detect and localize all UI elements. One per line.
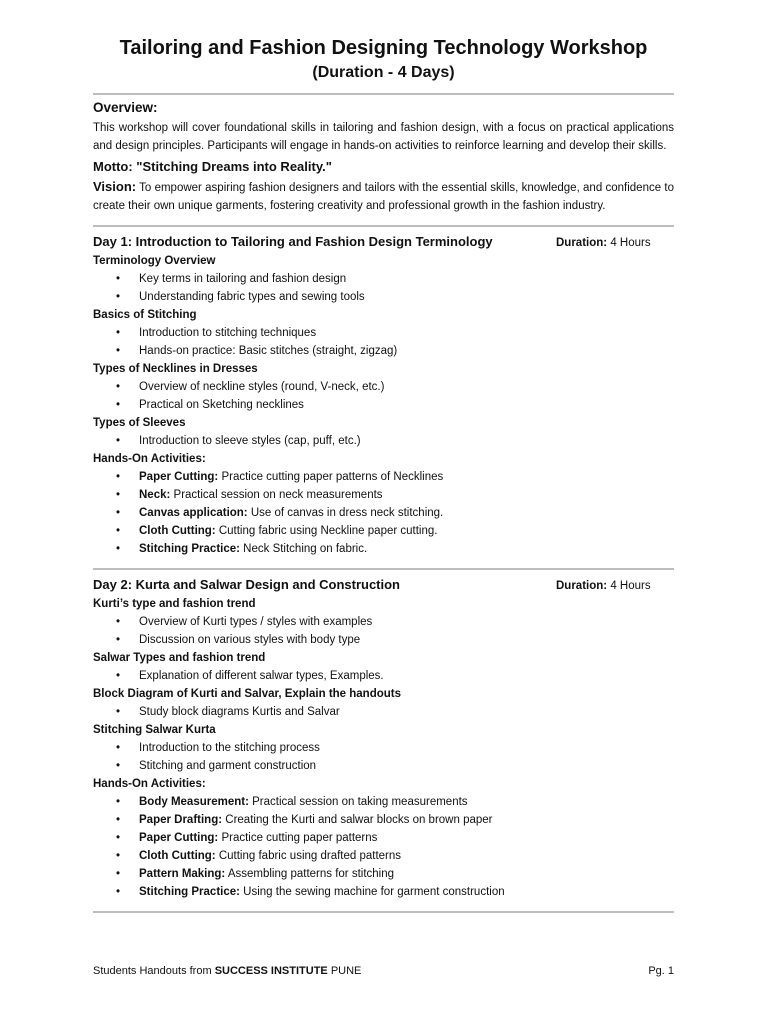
list-item xyxy=(116,522,674,540)
day-heading-row xyxy=(93,233,674,252)
list-item xyxy=(116,883,674,901)
item-label: Paper Cutting: xyxy=(139,832,219,844)
duration-value: 4 Hours xyxy=(610,237,651,249)
bullet-list xyxy=(93,324,674,360)
bullet-list xyxy=(93,378,674,414)
bullet-icon: • xyxy=(116,706,121,718)
bullet-icon: • xyxy=(116,543,121,555)
item-label: Canvas application: xyxy=(139,507,248,519)
list-item xyxy=(116,865,674,883)
item-text: Neck Stitching on fabric. xyxy=(243,543,368,555)
bullet-list xyxy=(93,468,674,558)
divider xyxy=(93,225,674,227)
days-container xyxy=(93,225,674,913)
day-heading-row xyxy=(93,576,674,595)
bullet-list xyxy=(93,667,674,685)
item-label: Neck: xyxy=(139,489,171,501)
vision-text: To empower aspiring fashion designers and tailors with the essential skills, knowledge, and confidence to create their own unique garments, fostering creativity and professional growth in the fashion industry. xyxy=(93,182,674,212)
item-text: Practice cutting paper patterns of Necklines xyxy=(221,471,444,483)
list-item xyxy=(116,288,674,306)
footer-suffix: PUNE xyxy=(330,965,362,977)
item-text: Use of canvas in dress neck stitching. xyxy=(250,507,444,519)
bullet-list xyxy=(93,739,674,775)
document-subtitle: (Duration - 4 Days) xyxy=(312,64,455,81)
list-item xyxy=(116,703,674,721)
list-item xyxy=(116,793,674,811)
bullet-icon: • xyxy=(116,327,121,339)
overview-heading: Overview: xyxy=(93,100,158,115)
day-1-block xyxy=(93,225,674,558)
day-2-block xyxy=(93,568,674,901)
bullet-icon: • xyxy=(116,832,121,844)
day-duration xyxy=(556,577,674,595)
document-title: Tailoring and Fashion Designing Technology Workshop xyxy=(119,37,648,59)
divider xyxy=(93,568,674,570)
item-text: Cutting fabric using drafted patterns xyxy=(218,850,402,862)
bullet-icon: • xyxy=(116,760,121,772)
list-item xyxy=(116,324,674,342)
item-text: Using the sewing machine for garment construction xyxy=(243,886,505,898)
bullet-icon: • xyxy=(116,273,121,285)
item-label: Stitching Practice: xyxy=(139,543,240,555)
item-text: Overview of Kurti types / styles with examples xyxy=(139,616,373,628)
item-label: Body Measurement: xyxy=(139,796,249,808)
item-text: Hands-on practice: Basic stitches (straight, zigzag) xyxy=(139,345,398,357)
bullet-icon: • xyxy=(116,471,121,483)
item-label: Pattern Making: xyxy=(139,868,226,880)
item-text: Practice cutting paper patterns xyxy=(221,832,378,844)
item-label: Cloth Cutting: xyxy=(139,525,216,537)
vision-label: Vision: xyxy=(93,179,137,194)
section-heading: Stitching Salwar Kurta xyxy=(93,724,216,736)
item-text: Overview of neckline styles (round, V-neck, etc.) xyxy=(139,381,385,393)
day-title: Day 1: Introduction to Tailoring and Fashion Design Terminology xyxy=(93,234,493,249)
item-text: Introduction to sleeve styles (cap, puff, etc.) xyxy=(139,435,361,447)
list-item xyxy=(116,757,674,775)
bullet-icon: • xyxy=(116,814,121,826)
bullet-icon: • xyxy=(116,489,121,501)
section-heading: Block Diagram of Kurti and Salvar, Explain the handouts xyxy=(93,688,402,700)
bullet-list xyxy=(93,793,674,901)
bullet-list xyxy=(93,432,674,450)
list-item xyxy=(116,540,674,558)
day-title: Day 2: Kurta and Salwar Design and Construction xyxy=(93,577,400,592)
bullet-icon: • xyxy=(116,291,121,303)
item-text: Practical session on neck measurements xyxy=(173,489,383,501)
item-text: Practical on Sketching necklines xyxy=(139,399,304,411)
section-heading: Basics of Stitching xyxy=(93,309,197,321)
item-text: Study block diagrams Kurtis and Salvar xyxy=(139,706,340,718)
list-item xyxy=(116,504,674,522)
list-item xyxy=(116,396,674,414)
item-text: Explanation of different salwar types, Examples. xyxy=(139,670,384,682)
section-heading: Hands-On Activities: xyxy=(93,453,206,465)
bullet-icon: • xyxy=(116,616,121,628)
overview-section xyxy=(93,99,674,215)
bullet-icon: • xyxy=(116,634,121,646)
bullet-icon: • xyxy=(116,742,121,754)
list-item xyxy=(116,342,674,360)
bullet-icon: • xyxy=(116,507,121,519)
duration-value: 4 Hours xyxy=(610,580,651,592)
bullet-icon: • xyxy=(116,850,121,862)
bullet-icon: • xyxy=(116,525,121,537)
list-item xyxy=(116,829,674,847)
section-heading: Hands-On Activities: xyxy=(93,778,206,790)
divider xyxy=(93,911,674,913)
overview-text: This workshop will cover foundational skills in tailoring and fashion design, with a focus on practical applications and design principles. Participants will engage in hands-on activities to reinforce learning and develop their skills. xyxy=(93,122,674,152)
bullet-list xyxy=(93,613,674,649)
footer-prefix: Students Handouts from xyxy=(93,965,212,977)
item-text: Introduction to the stitching process xyxy=(139,742,320,754)
item-text: Cutting fabric using Neckline paper cutting. xyxy=(218,525,438,537)
vision xyxy=(93,178,674,215)
bullet-list xyxy=(93,270,674,306)
item-text: Assembling patterns for stitching xyxy=(227,868,395,880)
item-label: Cloth Cutting: xyxy=(139,850,216,862)
bullet-icon: • xyxy=(116,345,121,357)
bullet-icon: • xyxy=(116,435,121,447)
list-item xyxy=(116,468,674,486)
day-duration xyxy=(556,234,674,252)
list-item xyxy=(116,667,674,685)
list-item xyxy=(116,739,674,757)
motto: Motto: "Stitching Dreams into Reality." xyxy=(93,159,332,174)
item-label: Paper Drafting: xyxy=(139,814,223,826)
item-text: Key terms in tailoring and fashion design xyxy=(139,273,347,285)
bullet-icon: • xyxy=(116,886,121,898)
section-heading: Types of Necklines in Dresses xyxy=(93,363,258,375)
list-item xyxy=(116,270,674,288)
bullet-icon: • xyxy=(116,381,121,393)
list-item xyxy=(116,811,674,829)
list-item xyxy=(116,631,674,649)
list-item xyxy=(116,613,674,631)
bullet-icon: • xyxy=(116,670,121,682)
list-item xyxy=(116,432,674,450)
item-text: Creating the Kurti and salwar blocks on brown paper xyxy=(225,814,493,826)
divider xyxy=(93,93,674,95)
section-heading: Types of Sleeves xyxy=(93,417,186,429)
section-heading: Salwar Types and fashion trend xyxy=(93,652,266,664)
item-text: Understanding fabric types and sewing tools xyxy=(139,291,365,303)
footer-source xyxy=(93,965,361,977)
page-footer xyxy=(93,965,674,977)
list-item xyxy=(116,847,674,865)
item-text: Introduction to stitching techniques xyxy=(139,327,317,339)
section-heading: Kurti’s type and fashion trend xyxy=(93,598,256,610)
item-text: Discussion on various styles with body type xyxy=(139,634,361,646)
bullet-list xyxy=(93,703,674,721)
duration-label: Duration: xyxy=(556,237,608,249)
footer-institute: SUCCESS INSTITUTE xyxy=(214,965,328,977)
item-text: Stitching and garment construction xyxy=(139,760,317,772)
page-number: Pg. 1 xyxy=(648,965,674,977)
item-label: Paper Cutting: xyxy=(139,471,219,483)
item-text: Practical session on taking measurements xyxy=(252,796,468,808)
duration-label: Duration: xyxy=(556,580,608,592)
list-item xyxy=(116,378,674,396)
section-heading: Terminology Overview xyxy=(93,255,216,267)
bullet-icon: • xyxy=(116,399,121,411)
list-item xyxy=(116,486,674,504)
bullet-icon: • xyxy=(116,796,121,808)
bullet-icon: • xyxy=(116,868,121,880)
item-label: Stitching Practice: xyxy=(139,886,240,898)
